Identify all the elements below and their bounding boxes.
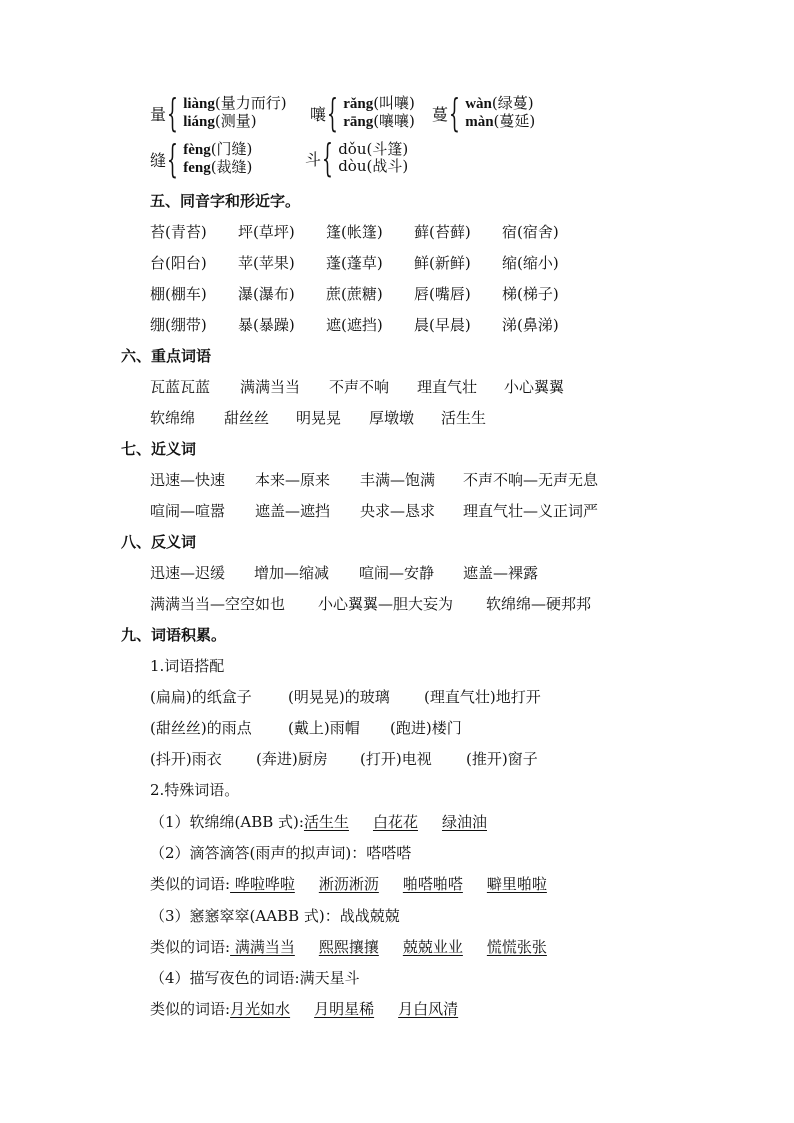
answer-word: 噼里啪啦 — [486, 875, 547, 893]
homophone-item: 鲜(新鲜) — [414, 254, 471, 272]
antonym-pair: 软绵绵—硬邦邦 — [486, 595, 592, 613]
homophone-item: 缩(缩小) — [502, 254, 559, 272]
poly-char: 量 — [150, 104, 167, 124]
synonym-pair: 理直气壮—义正词严 — [463, 502, 599, 520]
key-word: 明晃晃 — [296, 409, 342, 427]
poly-line: dòu(战斗) — [338, 157, 409, 175]
item-label: （1）软绵绵(ABB 式): — [150, 813, 304, 831]
brace-icon: { — [167, 91, 178, 135]
homophone-item: 苹(苹果) — [238, 254, 295, 272]
synonym-pair: 不声不响—无声无息 — [463, 471, 599, 489]
key-word: 瓦蓝瓦蓝 — [150, 378, 211, 396]
key-words-row — [150, 407, 486, 428]
polyphonic-liang — [150, 91, 287, 135]
homophone-row — [150, 314, 559, 335]
poly-line: rāng(嚷嚷) — [343, 112, 415, 130]
poly-line: liàng(量力而行) — [183, 94, 287, 112]
answer-word: 白花花 — [372, 813, 418, 831]
answer-word: 月白风清 — [398, 1000, 459, 1018]
similar-label: 类似的词语: — [150, 1000, 231, 1018]
answer-word: 兢兢业业 — [402, 938, 463, 956]
antonyms-row — [150, 593, 591, 614]
homophone-item: 宿(宿舍) — [502, 223, 559, 241]
synonym-pair: 遮盖—遮挡 — [255, 502, 331, 520]
collocation: (戴上)雨帽 — [288, 719, 360, 737]
brace-icon: { — [167, 137, 178, 181]
key-word: 甜丝丝 — [224, 409, 270, 427]
homophone-item: 涕(鼻涕) — [502, 316, 559, 334]
key-word: 不声不响 — [329, 378, 390, 396]
homophone-row — [150, 221, 559, 242]
answer-word: 月明星稀 — [314, 1000, 375, 1018]
key-word: 活生生 — [441, 409, 487, 427]
key-word: 厚墩墩 — [369, 409, 415, 427]
polyphonic-man — [432, 91, 536, 135]
homophone-item: 暴(暴躁) — [238, 316, 295, 334]
collocation-row — [150, 748, 538, 769]
homophone-item: 藓(苔藓) — [414, 223, 471, 241]
special-item-1 — [150, 811, 487, 832]
section-heading-antonyms: 八、反义词 — [121, 533, 197, 551]
polyphonic-dou — [305, 136, 409, 180]
special-item-2-label: （2）滴答滴答(雨声的拟声词)：嗒嗒嗒 — [150, 844, 412, 862]
homophone-item: 晨(早晨) — [414, 316, 471, 334]
brace-icon: { — [322, 136, 333, 180]
homophone-item: 绷(绷带) — [150, 316, 207, 334]
homophone-item: 瀑(瀑布) — [238, 285, 295, 303]
brace-icon: { — [327, 91, 338, 135]
poly-line: fèng(门缝) — [183, 140, 253, 158]
collocation: (打开)电视 — [360, 750, 432, 768]
collocation-row — [150, 717, 462, 738]
poly-line: màn(蔓延) — [465, 112, 536, 130]
collocation: (明晃晃)的玻璃 — [288, 688, 390, 706]
answer-word: 啪嗒啪嗒 — [402, 875, 463, 893]
antonym-pair: 遮盖—裸露 — [463, 564, 539, 582]
polyphonic-feng — [150, 137, 253, 181]
poly-line: rǎng(叫嚷) — [343, 94, 415, 112]
poly-char: 蔓 — [432, 104, 449, 124]
answer-word: 淅沥淅沥 — [318, 875, 379, 893]
collocation: (奔进)厨房 — [256, 750, 328, 768]
homophone-item: 坪(草坪) — [238, 223, 295, 241]
homophone-item: 台(阳台) — [150, 254, 207, 272]
subheading-collocation: 1.词语搭配 — [150, 657, 225, 675]
polyphonic-rang — [310, 91, 415, 135]
section-heading-key-words: 六、重点词语 — [121, 347, 212, 365]
antonyms-row — [150, 562, 538, 583]
homophone-item: 蔗(蔗糖) — [326, 285, 383, 303]
antonym-pair: 迅速—迟缓 — [150, 564, 226, 582]
answer-word: 活生生 — [303, 813, 349, 831]
section-heading-accumulation: 九、词语积累。 — [121, 626, 227, 644]
answer-word: 月光如水 — [230, 1000, 291, 1018]
homophone-item: 棚(棚车) — [150, 285, 207, 303]
similar-words-row — [150, 873, 547, 894]
homophone-row — [150, 252, 559, 273]
antonym-pair: 小心翼翼—胆大妄为 — [318, 595, 454, 613]
collocation: (抖开)雨衣 — [150, 750, 222, 768]
key-word: 小心翼翼 — [504, 378, 565, 396]
special-item-3-label: （3）窸窸窣窣(AABB 式)：战战兢兢 — [150, 907, 400, 925]
collocation: (跑进)楼门 — [390, 719, 462, 737]
answer-word: 熙熙攘攘 — [318, 938, 379, 956]
subheading-special-words: 2.特殊词语。 — [150, 781, 240, 799]
homophone-item: 梯(梯子) — [502, 285, 559, 303]
answer-word: 满满当当 — [230, 938, 295, 956]
collocation: (扁扁)的纸盒子 — [150, 688, 252, 706]
synonym-pair: 央求—恳求 — [360, 502, 436, 520]
collocation: (推开)窗子 — [466, 750, 538, 768]
poly-line: wàn(绿蔓) — [465, 94, 534, 112]
similar-label: 类似的词语: — [150, 875, 231, 893]
answer-word: 慌慌张张 — [486, 938, 547, 956]
section-heading-synonyms: 七、近义词 — [121, 440, 197, 458]
key-word: 满满当当 — [240, 378, 301, 396]
homophone-row — [150, 283, 559, 304]
homophone-item: 唇(嘴唇) — [414, 285, 471, 303]
similar-label: 类似的词语: — [150, 938, 231, 956]
answer-word: 哗啦哗啦 — [230, 875, 295, 893]
synonym-pair: 迅速—快速 — [150, 471, 226, 489]
synonym-pair: 丰满—饱满 — [360, 471, 436, 489]
key-word: 软绵绵 — [150, 409, 196, 427]
synonym-pair: 本来—原来 — [255, 471, 331, 489]
poly-char: 缝 — [150, 150, 167, 170]
homophone-item: 篷(帐篷) — [326, 223, 383, 241]
homophone-item: 苔(青苔) — [150, 223, 207, 241]
poly-char: 斗 — [305, 149, 322, 169]
antonym-pair: 增加—缩减 — [254, 564, 330, 582]
brace-icon: { — [449, 91, 460, 135]
homophone-item: 遮(遮挡) — [326, 316, 383, 334]
similar-words-row — [150, 998, 458, 1019]
homophone-item: 蓬(蓬草) — [326, 254, 383, 272]
collocation-row — [150, 686, 541, 707]
poly-line: feng(裁缝) — [183, 158, 253, 176]
similar-words-row — [150, 936, 547, 957]
antonym-pair: 喧闹—安静 — [359, 564, 435, 582]
collocation: (理直气壮)地打开 — [424, 688, 541, 706]
collocation: (甜丝丝)的雨点 — [150, 719, 252, 737]
key-words-row — [150, 376, 564, 397]
poly-line: dǒu(斗篷) — [338, 140, 409, 158]
special-item-4-label: （4）描写夜色的词语:满天星斗 — [150, 969, 360, 987]
antonym-pair: 满满当当—空空如也 — [150, 595, 286, 613]
synonyms-row — [150, 500, 598, 521]
key-word: 理直气壮 — [417, 378, 478, 396]
answer-word: 绿油油 — [441, 813, 487, 831]
synonyms-row — [150, 469, 598, 490]
poly-line: liáng(测量) — [183, 112, 257, 130]
section-heading-homophones: 五、同音字和形近字。 — [150, 192, 301, 210]
synonym-pair: 喧闹—喧嚣 — [150, 502, 226, 520]
poly-char: 嚷 — [310, 104, 327, 124]
